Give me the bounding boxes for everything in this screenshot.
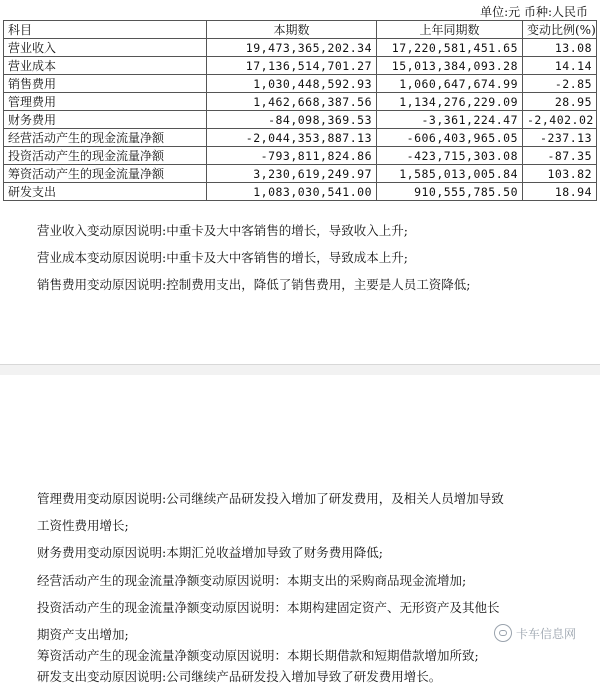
note-admin-expense-change: 管理费用变动原因说明:公司继续产品研发投入增加了研发费用，及相关人员增加导致 <box>37 491 504 506</box>
row-subject: 筹资活动产生的现金流量净额 <box>4 165 207 183</box>
table-row <box>4 183 597 201</box>
table-row <box>4 39 597 57</box>
table-row <box>4 147 597 165</box>
note-finance-expense-change: 财务费用变动原因说明:本期汇兑收益增加导致了财务费用降低; <box>37 545 383 560</box>
row-subject: 经营活动产生的现金流量净额 <box>4 129 207 147</box>
row-subject: 管理费用 <box>4 93 207 111</box>
row-prior: 15,013,384,093.28 <box>377 57 523 75</box>
header-subject: 科目 <box>4 21 207 39</box>
header-change-ratio: 变动比例(%) <box>523 21 597 39</box>
report-page-1 <box>0 0 600 292</box>
header-prior-year-period: 上年同期数 <box>377 21 523 39</box>
row-current: 1,030,448,592.93 <box>207 75 377 93</box>
row-change: -87.35 <box>523 147 597 165</box>
table-row <box>4 57 597 75</box>
row-current: 3,230,619,249.97 <box>207 165 377 183</box>
row-subject: 财务费用 <box>4 111 207 129</box>
row-change: -2,402.02 <box>523 111 597 129</box>
row-current: -2,044,353,887.13 <box>207 129 377 147</box>
wechat-icon <box>494 624 512 642</box>
note-revenue-change: 营业收入变动原因说明:中重卡及大中客销售的增长，导致收入上升; <box>37 223 408 238</box>
row-prior: -606,403,965.05 <box>377 129 523 147</box>
note-rnd-expense-change: 研发支出变动原因说明:公司继续产品研发投入增加导致了研发费用增长。 <box>37 669 442 684</box>
note-investing-cashflow-change: 投资活动产生的现金流量净额变动原因说明：本期构建固定资产、无形资产及其他长 <box>37 600 500 615</box>
table-header-row <box>4 21 597 39</box>
financial-table <box>3 20 597 201</box>
header-current-period: 本期数 <box>207 21 377 39</box>
row-prior: 910,555,785.50 <box>377 183 523 201</box>
note-admin-expense-change-cont: 工资性费用增长; <box>37 518 129 533</box>
row-current: 1,462,668,387.56 <box>207 93 377 111</box>
watermark-text: 卡车信息网 <box>515 626 576 641</box>
row-change: 28.95 <box>523 93 597 111</box>
table-row <box>4 111 597 129</box>
row-current: -793,811,824.86 <box>207 147 377 165</box>
row-prior: 1,134,276,229.09 <box>377 93 523 111</box>
page-gap <box>0 365 600 375</box>
table-row <box>4 129 597 147</box>
table-row <box>4 93 597 111</box>
unit-currency-line: 单位:元 币种:人民币 <box>480 5 588 19</box>
row-subject: 营业收入 <box>4 39 207 57</box>
note-cost-change: 营业成本变动原因说明:中重卡及大中客销售的增长，导致成本上升; <box>37 250 408 265</box>
row-current: 19,473,365,202.34 <box>207 39 377 57</box>
note-selling-expense-change: 销售费用变动原因说明:控制费用支出，降低了销售费用，主要是人员工资降低; <box>37 277 471 292</box>
row-prior: 17,220,581,451.65 <box>377 39 523 57</box>
row-prior: -423,715,303.08 <box>377 147 523 165</box>
row-change: 103.82 <box>523 165 597 183</box>
row-subject: 营业成本 <box>4 57 207 75</box>
note-financing-cashflow-change: 筹资活动产生的现金流量净额变动原因说明：本期长期借款和短期借款增加所致; <box>37 648 479 663</box>
row-change: 13.08 <box>523 39 597 57</box>
row-subject: 销售费用 <box>4 75 207 93</box>
note-investing-cashflow-change-cont: 期资产支出增加; <box>37 627 129 642</box>
table-row <box>4 165 597 183</box>
note-operating-cashflow-change: 经营活动产生的现金流量净额变动原因说明：本期支出的采购商品现金流增加; <box>37 573 467 588</box>
row-change: -2.85 <box>523 75 597 93</box>
row-prior: -3,361,224.47 <box>377 111 523 129</box>
watermark <box>494 624 576 642</box>
row-subject: 研发支出 <box>4 183 207 201</box>
row-current: 1,083,030,541.00 <box>207 183 377 201</box>
row-change: 18.94 <box>523 183 597 201</box>
row-change: 14.14 <box>523 57 597 75</box>
row-change: -237.13 <box>523 129 597 147</box>
row-current: 17,136,514,701.27 <box>207 57 377 75</box>
row-prior: 1,060,647,674.99 <box>377 75 523 93</box>
row-prior: 1,585,013,005.84 <box>377 165 523 183</box>
row-subject: 投资活动产生的现金流量净额 <box>4 147 207 165</box>
table-row <box>4 75 597 93</box>
row-current: -84,098,369.53 <box>207 111 377 129</box>
